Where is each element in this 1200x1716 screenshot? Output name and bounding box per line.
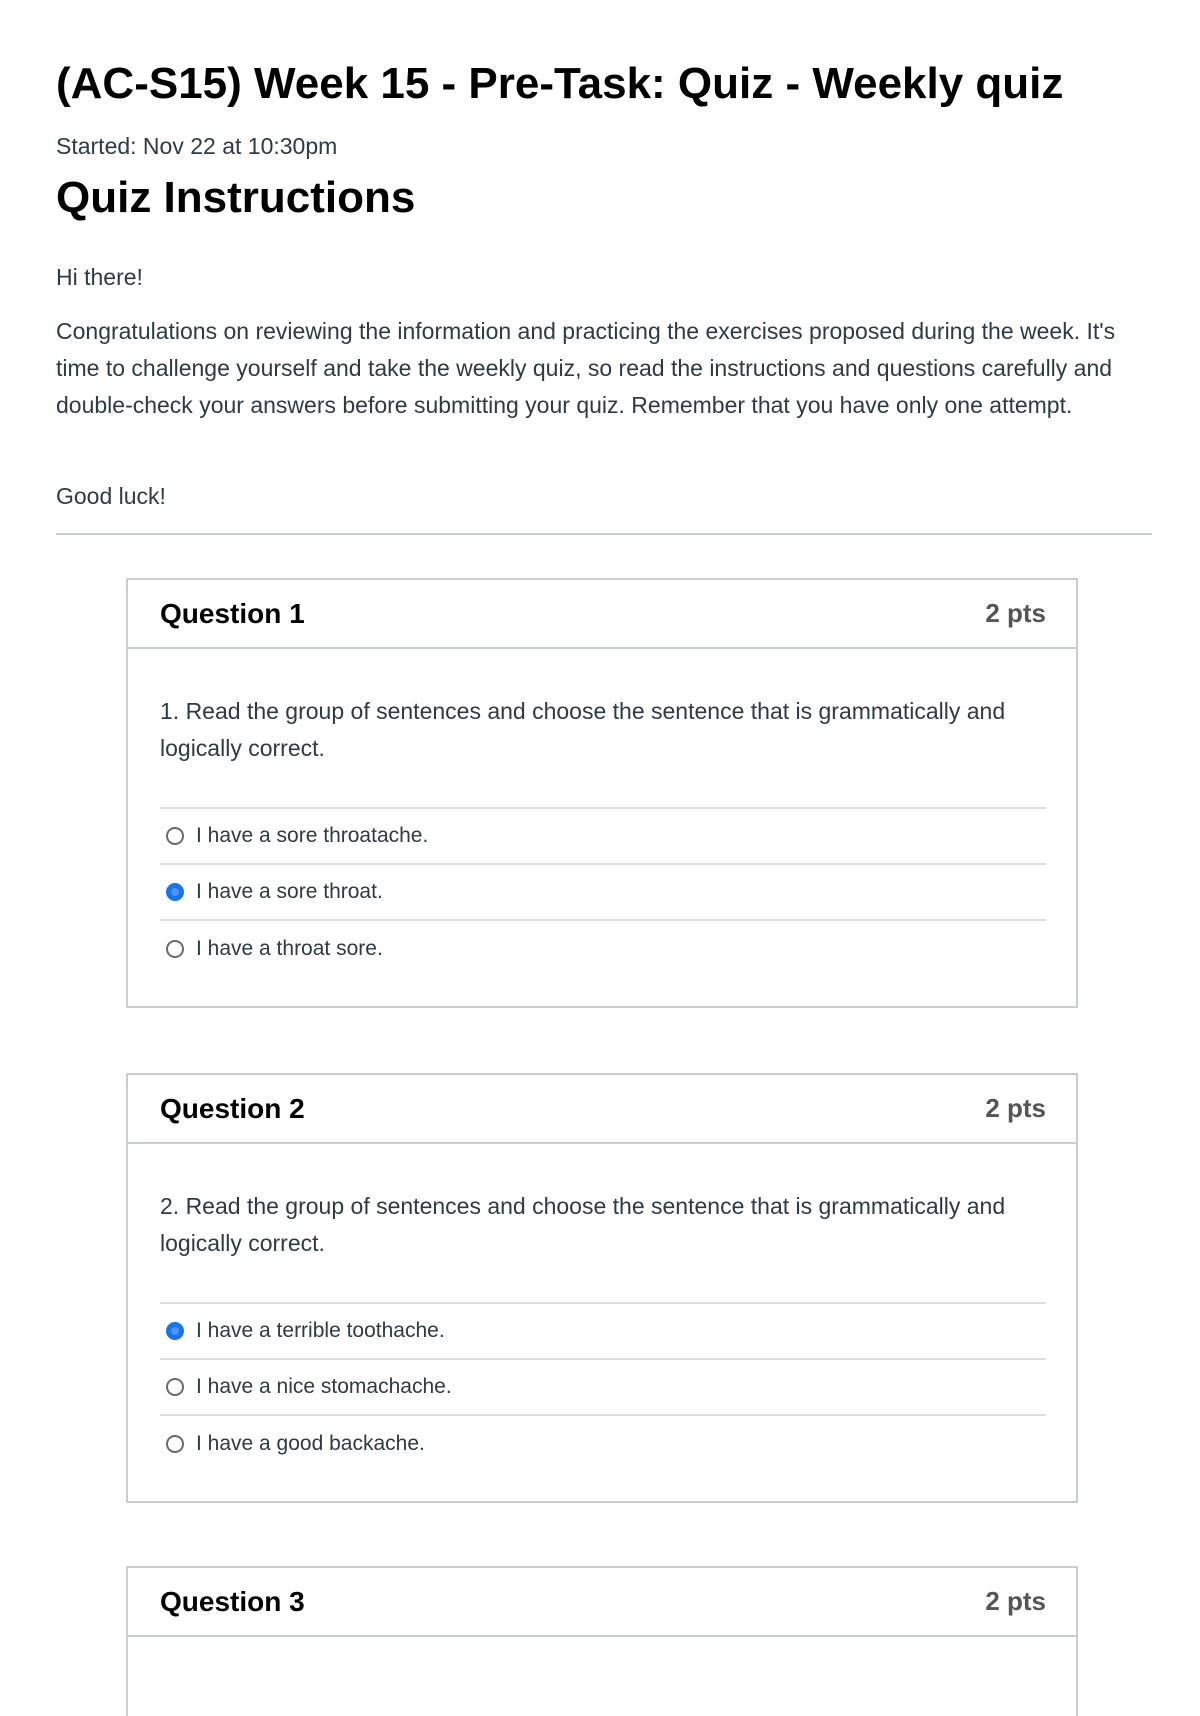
question-name: Question 2: [160, 1092, 305, 1124]
instructions-body: Congratulations on reviewing the information and practicing the exercises proposed during the week. It's time to challenge yourself and take the weekly quiz, so read the instructions and questions carefully and double-check your answers before submitting your quiz. Remember that you have only one attempt.: [56, 318, 1116, 418]
question-points: 2 pts: [985, 598, 1046, 628]
radio-button[interactable]: [166, 827, 184, 845]
question-points: 2 pts: [985, 1093, 1046, 1123]
question-header: [128, 1075, 1076, 1144]
question-header: [128, 580, 1076, 649]
question-header: [128, 1568, 1076, 1637]
answer-list: [160, 807, 1046, 977]
answer-label[interactable]: I have a terrible toothache.: [196, 1319, 445, 1342]
radio-button[interactable]: [166, 1435, 184, 1453]
radio-button[interactable]: [166, 940, 184, 958]
question-text: 2. Read the group of sentences and choose the sentence that is grammatically and logically correct.: [160, 1193, 1006, 1256]
answer-option[interactable]: [160, 921, 1046, 977]
answer-option[interactable]: [160, 865, 1046, 921]
answer-option[interactable]: [160, 809, 1046, 865]
instructions-heading: Quiz Instructions: [56, 173, 416, 222]
answer-label[interactable]: I have a sore throatache.: [196, 824, 429, 847]
answer-label[interactable]: I have a sore throat.: [196, 880, 383, 903]
question-3: [126, 1566, 1078, 1716]
question-1: [126, 578, 1078, 1008]
answer-label[interactable]: I have a throat sore.: [196, 937, 383, 960]
radio-button[interactable]: [166, 1378, 184, 1396]
radio-button-selected[interactable]: [166, 1322, 184, 1340]
question-body: [128, 1144, 1076, 1502]
answer-label[interactable]: I have a nice stomachache.: [196, 1375, 452, 1398]
started-timestamp: Started: Nov 22 at 10:30pm: [56, 133, 338, 159]
question-points: 2 pts: [985, 1586, 1046, 1616]
answer-option[interactable]: [160, 1360, 1046, 1416]
question-body: [128, 649, 1076, 1007]
question-text: 1. Read the group of sentences and choose the sentence that is grammatically and logically correct.: [160, 698, 1006, 761]
answer-list: [160, 1302, 1046, 1472]
answer-option[interactable]: [160, 1304, 1046, 1360]
question-name: Question 1: [160, 597, 305, 629]
answer-label[interactable]: I have a good backache.: [196, 1432, 425, 1455]
question-name: Question 3: [160, 1585, 305, 1617]
instructions-greeting: Hi there!: [56, 264, 143, 290]
question-2: [126, 1073, 1078, 1503]
radio-button-selected[interactable]: [166, 883, 184, 901]
section-divider: [56, 533, 1152, 535]
answer-option[interactable]: [160, 1416, 1046, 1472]
quiz-title: (AC-S15) Week 15 - Pre-Task: Quiz - Weekly quiz: [56, 59, 1064, 108]
instructions-closing: Good luck!: [56, 483, 166, 509]
